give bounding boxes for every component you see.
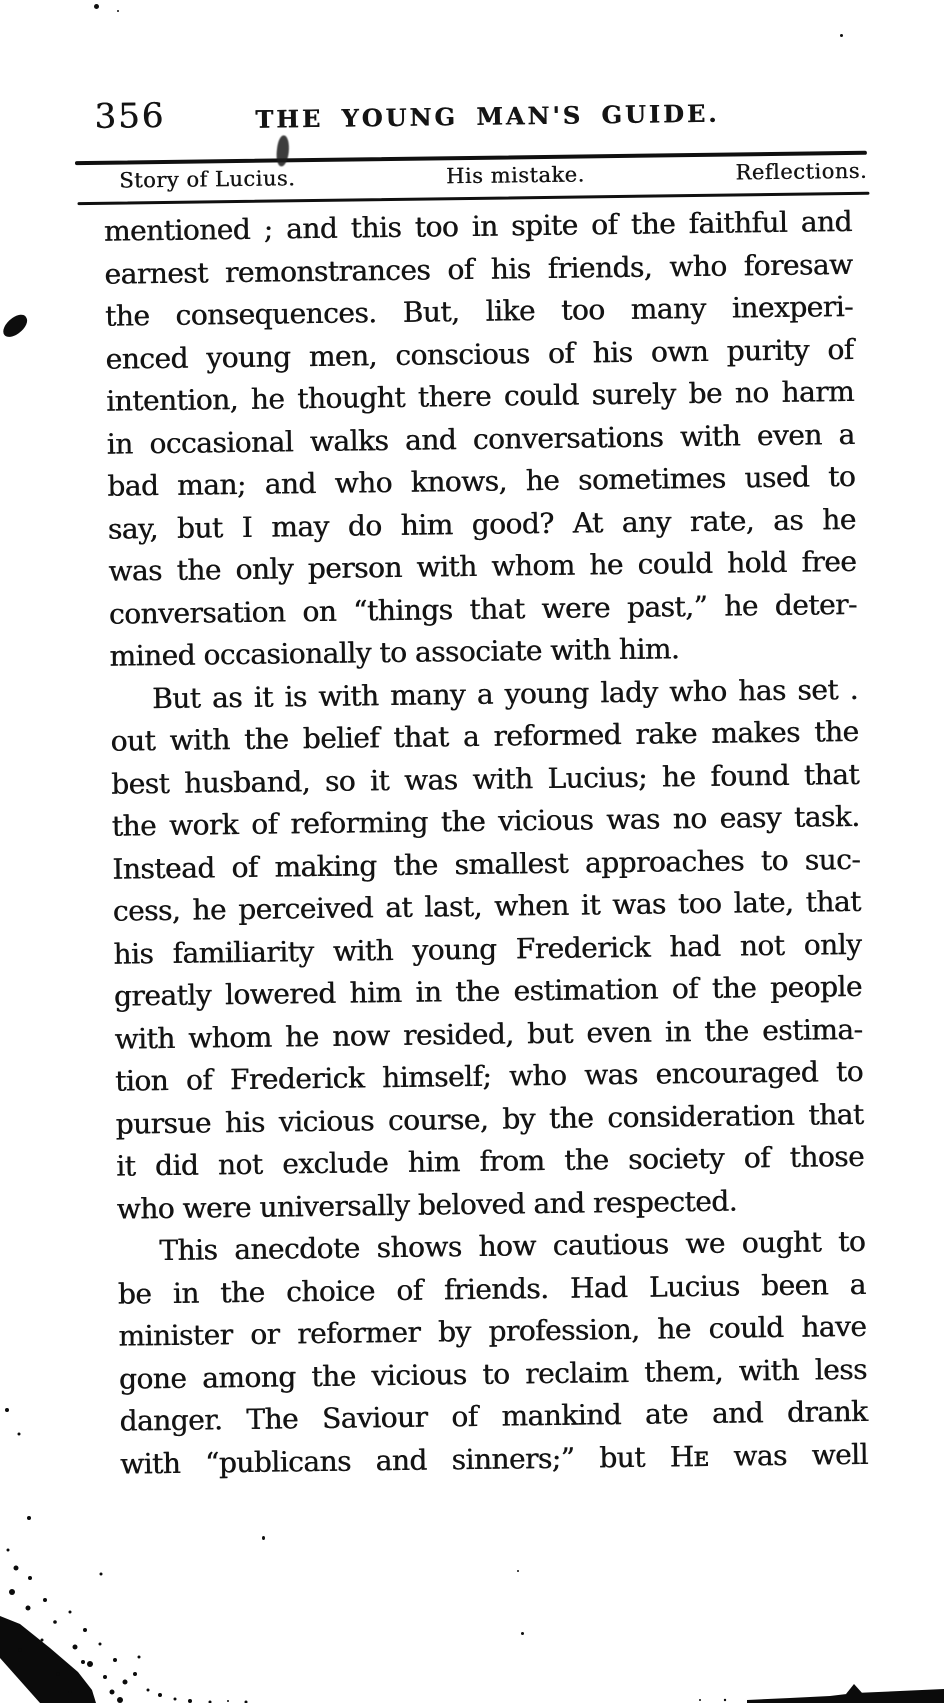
text-line: This anecdote shows how cautious we ought to	[159, 1224, 866, 1268]
text-line: bad man; and who knows, he sometimes used to	[106, 459, 856, 503]
text-line: best husband, so it was with Lucius; he found that	[110, 757, 860, 801]
text-line: gone among the vicious to reclaim them, with less	[118, 1352, 868, 1396]
text-line: cess, he perceived at last, when it was too late, that	[112, 884, 861, 928]
column-header-middle: His mistake.	[445, 162, 585, 189]
text-line: pursue his vicious course, by the consideration that	[115, 1097, 864, 1141]
text-line: Instead of making the smallest approaches to suc-	[111, 842, 861, 886]
text-line: his familiarity with young Frederick had not only	[113, 927, 862, 971]
scan-edge-mark-bottom-right	[640, 1680, 944, 1703]
paragraph	[110, 668, 865, 1230]
text-line: minister or reformer by profession, he could have	[118, 1309, 867, 1353]
text-line: with whom he now resided, but even in the estima-	[114, 1012, 863, 1056]
text-line: intention, he thought there could surely be no harm	[105, 374, 855, 418]
text-line: conversation on “things that were past,” he deter-	[108, 587, 858, 631]
text-line: it did not exclude him from the society of those	[115, 1139, 865, 1183]
text-line: danger. The Saviour of mankind ate and drank	[119, 1394, 868, 1438]
text-line: in occasional walks and conversations with even a	[106, 417, 855, 461]
text-line: the work of reforming the vicious was no easy task.	[111, 799, 860, 843]
scan-smudge-bottom-left	[0, 1400, 260, 1703]
text-line: enced young men, conscious of his own purity of	[105, 332, 854, 376]
text-line: was the only person with whom he could hold free	[108, 544, 857, 588]
scan-speck	[521, 1632, 524, 1635]
running-title: THE YOUNG MAN'S GUIDE.	[255, 98, 720, 134]
scan-speck	[262, 1536, 265, 1540]
column-header-left: Story of Lucius.	[119, 166, 296, 193]
text-line: mentioned ; and this too in spite of the faithful and	[103, 204, 853, 248]
text-line: with “publicans and sinners;” but Hᴇ was well	[119, 1437, 869, 1481]
scan-speck	[517, 1570, 519, 1572]
column-headers	[119, 159, 867, 193]
scan-speck	[840, 34, 843, 37]
text-line: greatly lowered him in the estimation of the people	[113, 969, 863, 1013]
text-line: who were universally beloved and respected.	[116, 1184, 738, 1226]
page-number: 356	[94, 95, 166, 137]
text-line: But as it is with many a young lady who has set .	[151, 672, 859, 715]
column-header-right: Reflections.	[735, 158, 868, 185]
scan-speck	[117, 10, 119, 12]
text-line: be in the choice of friends. Had Lucius been a	[117, 1267, 866, 1311]
text-line: mined occasionally to associate with him.	[109, 632, 680, 673]
paragraph	[104, 201, 858, 678]
text-line: say, but I may do him good? At any rate, as he	[107, 502, 856, 546]
text-line: earnest remonstrances of his friends, who foresaw	[104, 247, 853, 291]
ink-blot	[0, 311, 31, 340]
text-line: out with the belief that a reformed rake makes the	[110, 714, 859, 758]
page-body	[104, 201, 869, 1486]
text-line: the consequences. But, like too many inexperi-	[104, 289, 854, 333]
scan-speck	[94, 4, 99, 9]
text-line: tion of Frederick himself; who was encouraged to	[114, 1054, 864, 1098]
